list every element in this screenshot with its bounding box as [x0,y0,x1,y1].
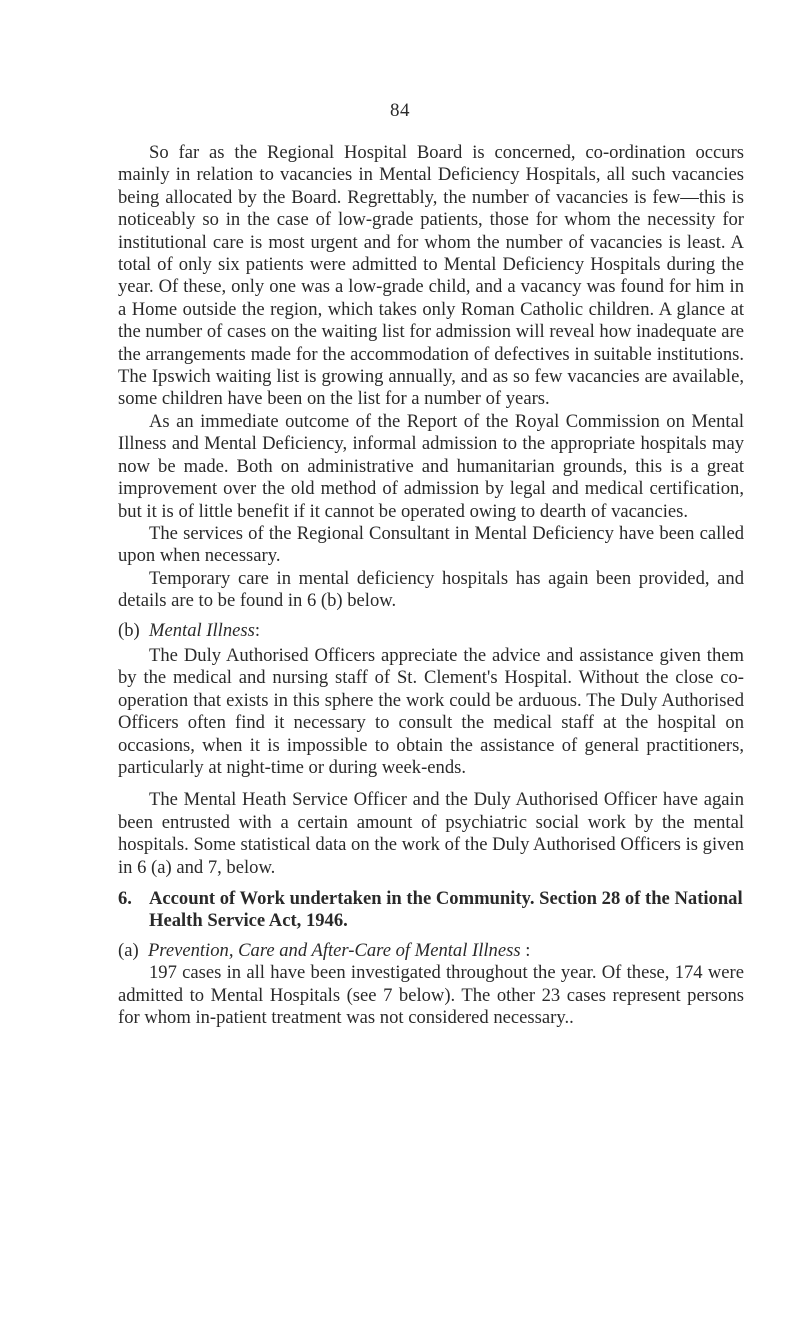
section-number: 6. [118,888,132,909]
subheading-label: (a) [118,939,139,961]
page-body [118,142,744,1029]
paragraph-cases-investigated: 197 cases in all have been investigated throughout the year. Of these, 174 were admitted to Mental Hospitals (see 7 below). The other 23 cases represent persons for whom in-patient treatment was not considered necessary.. [118,962,744,1029]
paragraph-mental-health-service-officer: The Mental Heath Service Officer and the Duly Authorised Officer have again been entrusted with a certain amount of psychiatric social work by the mental hospitals. Some statistical data on the work of the Duly Authorised Officers is given in 6 (a) and 7, below. [118,789,744,878]
section-heading-6 [118,888,744,933]
subheading-suffix: : [525,939,531,961]
subheading-prevention-care [118,940,744,962]
subheading-title: Prevention, Care and After-Care of Mental Illness [147,939,521,961]
page-number: 84 [390,100,410,121]
subheading-suffix: : [254,619,261,641]
paragraph-royal-commission: As an immediate outcome of the Report of the Royal Commission on Mental Illness and Mental Deficiency, informal admission to the appropriate hospitals may now be made. Both on administrative and humanitarian grounds, this is a great improvement over the old method of admission by legal and medical certification, but it is of little benefit if it cannot be operated owing to dearth of vacancies. [118,410,744,522]
subheading-mental-illness [118,620,744,642]
paragraph-temporary-care: Temporary care in mental deficiency hospitals has again been provided, and details are to be found in 6 (b) below. [118,567,744,612]
subheading-label: (b) [118,619,140,641]
paragraph-duly-authorised-officers: The Duly Authorised Officers appreciate the advice and assistance given them by the medical and nursing staff of St. Clement's Hospital. Without the close co-operation that exists in this sphere the work could be arduous. The Duly Authorised Officers often find it necessary to consult the medical staff at the hospital on occasions, when it is impossible to obtain the assistance of general practitioners, particularly at night-time or during week-ends. [118,644,744,778]
paragraph-regional-board-coordination: So far as the Regional Hospital Board is concerned, co-ordination occurs mainly in relation to vacancies in Mental Deficiency Hospitals, all such vacancies being allocated by the Board. Regrettably, the number of vacancies is few—this is noticeably so in the case of low-grade patients, those for whom the necessity for institutional care is most urgent and for whom the number of vacancies is least. A total of only six patients were admitted to Mental Deficiency Hospitals during the year. Of these, only one was a low-grade child, and a vacancy was found for him in a Home outside the region, which takes only Roman Catholic children. A glance at the number of cases on the waiting list for admission will reveal how inadequate are the arrangements made for the accommodation of defectives in suitable institutions. The Ipswich waiting list is growing annually, and as so few vacancies are available, some children have been on the list for a number of years. [118,142,744,410]
subheading-title: Mental Illness [148,619,255,641]
section-title: Account of Work undertaken in the Community. Section 28 of the National Health Service Act, 1946. [149,888,743,932]
paragraph-regional-consultant: The services of the Regional Consultant in Mental Deficiency have been called upon when necessary. [118,522,744,567]
